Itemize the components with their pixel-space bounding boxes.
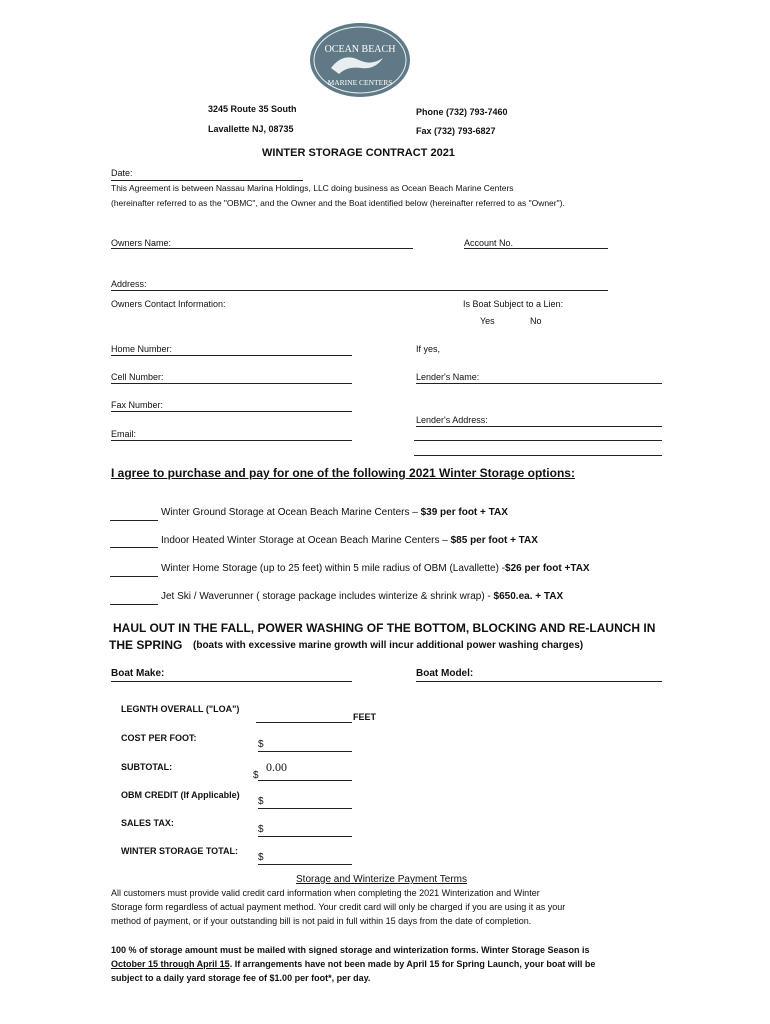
winter-total-line <box>258 864 352 865</box>
subtotal-line <box>258 780 352 781</box>
haul-out-note: (boats with excessive marine growth will incur additional power washing charges) <box>193 640 584 651</box>
email-field[interactable] <box>145 425 350 439</box>
logo-text-bottom: MARINE CENTERS <box>327 78 393 87</box>
lenders-address-field-1[interactable] <box>500 411 660 425</box>
agreement-text-1: This Agreement is between Nassau Marina Holdings, LLC doing business as Ocean Beach Marine Centers <box>111 183 514 193</box>
boat-make-field[interactable] <box>170 666 350 680</box>
address-line <box>111 290 608 291</box>
cell-number-field[interactable] <box>175 368 350 382</box>
winter-total-label: WINTER STORAGE TOTAL: <box>121 846 238 856</box>
cost-per-foot-dollar: $ <box>258 739 264 750</box>
payment-terms-heading: Storage and Winterize Payment Terms <box>296 874 468 885</box>
cell-number-label: Cell Number: <box>111 372 164 382</box>
terms-line-1: All customers must provide valid credit card information when completing the 2021 Winterization and Winter <box>111 888 540 898</box>
account-no-line <box>464 248 608 249</box>
boat-make-line <box>111 681 352 682</box>
terms-paragraph-2-line-2: October 15 through April 15. If arrangements have not been made by April 15 for Spring Launch, your boat will be <box>111 959 596 969</box>
date-label: Date: <box>111 168 133 178</box>
owners-name-label: Owners Name: <box>111 238 172 248</box>
option-ground-field[interactable] <box>110 506 156 520</box>
fax-number-field[interactable] <box>170 396 350 410</box>
option-ground-checkline <box>110 520 158 521</box>
boat-model-label: Boat Model: <box>416 668 474 679</box>
boat-model-line <box>416 681 662 682</box>
option-jetski-field[interactable] <box>110 590 156 604</box>
owners-name-field[interactable] <box>180 233 410 247</box>
lenders-address-label: Lender's Address: <box>416 415 488 425</box>
boat-model-field[interactable] <box>478 666 660 680</box>
address-field[interactable] <box>155 275 605 289</box>
home-number-line <box>111 355 352 356</box>
options-heading: I agree to purchase and pay for one of the following 2021 Winter Storage options: <box>111 466 575 480</box>
option-jetski-storage: Jet Ski / Waverunner ( storage package includes winterize & shrink wrap) - $650.ea. + TAX <box>161 591 564 602</box>
phone-number: Phone (732) 793-7460 <box>416 107 508 117</box>
lenders-name-field[interactable] <box>490 368 660 382</box>
contact-info-label: Owners Contact Information: <box>111 299 226 309</box>
email-label: Email: <box>111 429 137 439</box>
option-home-storage: Winter Home Storage (up to 25 feet) within 5 mile radius of OBM (Lavallette) -$26 per foot +TAX <box>161 563 590 574</box>
obm-credit-line <box>258 808 352 809</box>
winter-total-dollar: $ <box>258 852 264 863</box>
terms-line-2: Storage form regardless of actual payment method. Your credit card will only be charged if you are using it as your <box>111 902 566 912</box>
boat-make-label: Boat Make: <box>111 668 165 679</box>
cost-per-foot-line <box>258 751 352 752</box>
agreement-text-2: (hereinafter referred to as the "OBMC", and the Owner and the Boat identified below (hereinafter referred to as "Owner"). <box>111 198 565 208</box>
option-indoor-field[interactable] <box>110 533 156 547</box>
loa-line <box>256 722 352 723</box>
feet-label: FEET <box>353 712 377 722</box>
lenders-name-label: Lender's Name: <box>416 372 480 382</box>
owners-name-line <box>111 248 413 249</box>
subtotal-dollar: $ <box>253 770 259 781</box>
lien-yes-option[interactable]: Yes <box>480 316 495 326</box>
obm-credit-field[interactable] <box>268 793 350 807</box>
sales-tax-dollar: $ <box>258 824 264 835</box>
lenders-address-field-3[interactable] <box>414 441 660 455</box>
option-jetski-checkline <box>110 604 158 605</box>
email-line <box>111 440 352 441</box>
option-ground-price: $39 per foot + TAX <box>420 507 508 518</box>
address-line-1: 3245 Route 35 South <box>208 104 297 114</box>
cost-per-foot-field[interactable] <box>268 736 350 750</box>
ocean-beach-logo <box>309 22 411 98</box>
address-line-2: Lavallette NJ, 08735 <box>208 124 294 134</box>
home-number-field[interactable] <box>185 340 350 354</box>
loa-field[interactable] <box>258 707 350 721</box>
option-indoor-price: $85 per foot + TAX <box>450 535 538 546</box>
winter-total-field[interactable] <box>268 849 350 863</box>
option-jetski-price: $650.ea. + TAX <box>493 591 564 602</box>
cost-per-foot-label: COST PER FOOT: <box>121 733 197 743</box>
account-no-field[interactable] <box>520 233 606 247</box>
account-no-label: Account No. <box>464 238 514 248</box>
cell-number-line <box>111 383 352 384</box>
option-indoor-checkline <box>110 547 158 548</box>
subtotal-value: 0.00 <box>266 760 287 774</box>
terms-paragraph-2-line-3: subject to a daily yard storage fee of $1.00 per foot*, per day. <box>111 973 371 983</box>
option-home-checkline <box>110 576 158 577</box>
home-number-label: Home Number: <box>111 344 173 354</box>
obm-credit-dollar: $ <box>258 796 264 807</box>
lenders-address-line-3 <box>414 455 662 456</box>
subtotal-label: SUBTOTAL: <box>121 762 173 772</box>
lenders-address-field-2[interactable] <box>414 426 660 440</box>
sales-tax-label: SALES TAX: <box>121 818 174 828</box>
option-ground-storage: Winter Ground Storage at Ocean Beach Marine Centers – $39 per foot + TAX <box>161 507 508 518</box>
lien-question: Is Boat Subject to a Lien: <box>463 299 564 309</box>
lien-no-option[interactable]: No <box>530 316 542 326</box>
option-indoor-storage: Indoor Heated Winter Storage at Ocean Beach Marine Centers – $85 per foot + TAX <box>161 535 538 546</box>
page-title: WINTER STORAGE CONTRACT 2021 <box>262 147 455 159</box>
obm-credit-label: OBM CREDIT (If Applicable) <box>121 790 240 800</box>
sales-tax-field[interactable] <box>268 821 350 835</box>
address-label: Address: <box>111 279 147 289</box>
lenders-name-line <box>416 383 662 384</box>
terms-line-3: method of payment, or if your outstanding bill is not paid in full within 15 days from the date of completion. <box>111 916 532 926</box>
fax-number: Fax (732) 793-6827 <box>416 126 496 136</box>
logo-text-top: OCEAN BEACH <box>324 44 396 55</box>
terms-paragraph-2-line-1: 100 % of storage amount must be mailed with signed storage and winterization forms. Winter Storage Season is <box>111 945 590 955</box>
haul-out-line-2: THE SPRING <box>109 638 183 652</box>
season-dates: October 15 through April 15 <box>111 959 230 969</box>
date-line <box>111 180 303 181</box>
option-home-price: $26 per foot +TAX <box>505 563 590 574</box>
if-yes-label: If yes, <box>416 344 441 354</box>
fax-number-line <box>111 411 352 412</box>
loa-label: LEGNTH OVERALL ("LOA") <box>121 704 240 714</box>
haul-out-line-1: HAUL OUT IN THE FALL, POWER WASHING OF THE BOTTOM, BLOCKING AND RE-LAUNCH IN <box>113 621 656 635</box>
date-field[interactable] <box>140 166 300 180</box>
sales-tax-line <box>258 836 352 837</box>
fax-number-label: Fax Number: <box>111 400 164 410</box>
option-home-field[interactable] <box>110 562 156 576</box>
